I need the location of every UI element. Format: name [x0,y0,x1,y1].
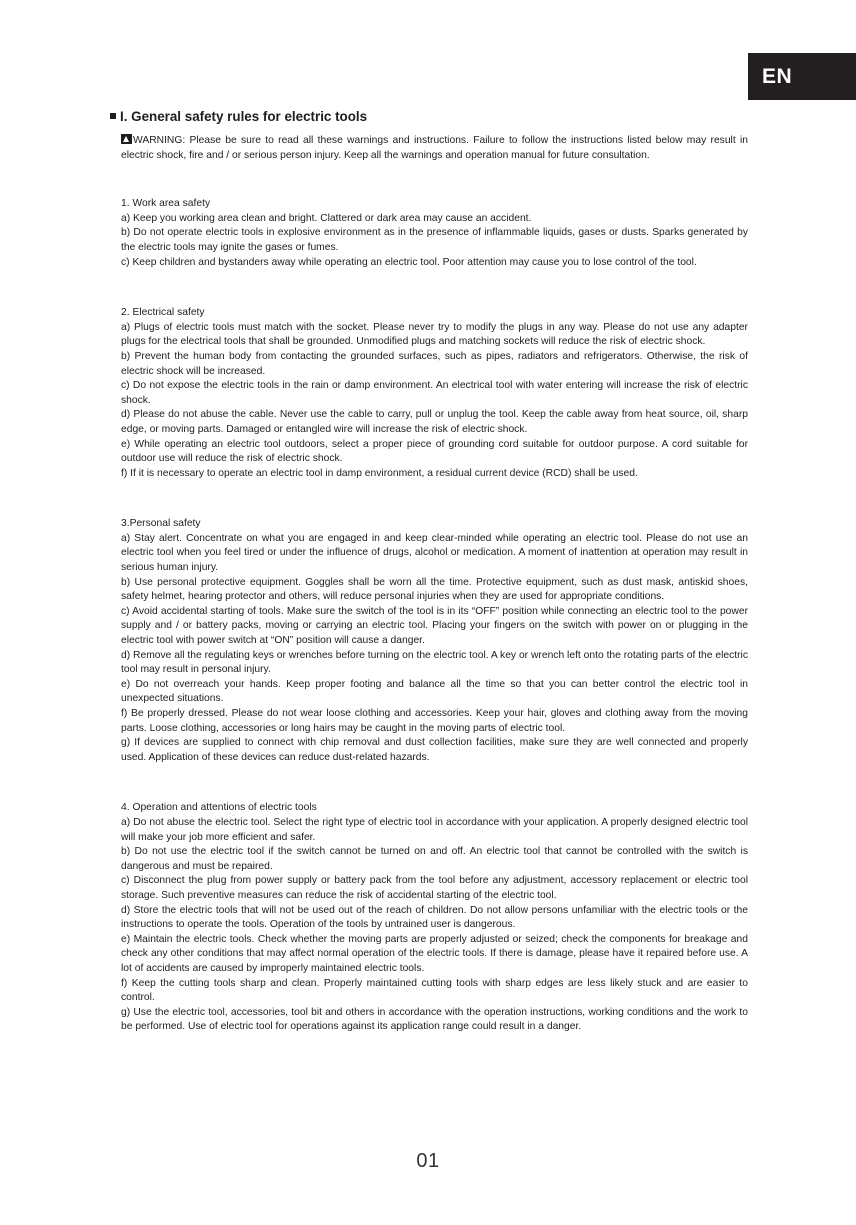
section-personal [121,517,748,765]
list-item: b) Prevent the human body from contacting the grounded surfaces, such as pipes, radiators and refrigerators. Otherwise, the risk of electric shock will be increased. [121,350,748,377]
warning-triangle-icon [121,134,132,144]
list-item: a) Keep you working area clean and bright. Clattered or dark area may cause an accident. [121,212,532,224]
list-item: e) While operating an electric tool outdoors, select a proper piece of grounding cord suitable for outdoor purpose. A cord suitable for outdoor use will reduce the risk of electric shock. [121,438,748,465]
section-title: 2. Electrical safety [121,307,205,319]
list-item: g) Use the electric tool, accessories, tool bit and others in accordance with the operation instructions, working conditions and the work to be performed. Use of electric tool for operations against its application range could result in a danger. [121,1006,748,1033]
list-item: b) Use personal protective equipment. Goggles shall be worn all the time. Protective equipment, such as dust mask, antiskid shoes, safety helmet, hearing protector and others, will reduce personal injuries when they are used for appropriate conditions. [121,576,748,603]
list-item: f) Keep the cutting tools sharp and clean. Properly maintained cutting tools with sharp edges are less likely stuck and are easier to control. [121,977,748,1004]
section-title: 4. Operation and attentions of electric tools [121,802,317,814]
list-item: e) Do not overreach your hands. Keep proper footing and balance all the time so that you can better control the electric tool in unexpected situations. [121,678,748,705]
list-item: b) Do not operate electric tools in explosive environment as in the presence of inflammable liquids, gases or dusts. Sparks generated by the electric tools may ignite the gases or fumes. [121,227,748,253]
list-item: b) Do not use the electric tool if the switch cannot be turned on and off. An electric tool that cannot be controlled with the switch is dangerous and must be repaired. [121,846,748,872]
section-operation [121,801,748,1035]
list-item: d) Store the electric tools that will not be used out of the reach of children. Do not allow persons unfamiliar with the electric tools or the instructions to operate the tools. Operation of the tools by untrained user is dangerous. [121,904,748,931]
list-item: f) If it is necessary to operate an electric tool in damp environment, a residual current device (RCD) shall be used. [121,467,638,479]
list-item: c) Keep children and bystanders away while operating an electric tool. Poor attention may cause you to lose control of the tool. [121,256,697,268]
square-bullet-icon [110,113,116,119]
list-item: d) Please do not abuse the cable. Never use the cable to carry, pull or unplug the tool. Keep the cable away from heat source, oil, sharp edge, or moving parts. Damaged or entangled wire will increase the risk of electric shock. [121,409,748,435]
section-electrical [121,306,748,481]
document-body [121,134,748,1035]
section-work-area [121,197,748,270]
list-item: a) Plugs of electric tools must match with the socket. Please never try to modify the plugs in any way. Please do not use any adapter plugs for the electrical tools that shall be grounded. Unmodified plugs and matching sockets will reduce the risk of electric shock. [121,321,748,348]
section-title: 1. Work area safety [121,198,211,210]
list-item: a) Do not abuse the electric tool. Select the right type of electric tool in accordance with your application. A properly designed electric tool will make your job more efficient and safer. [121,816,748,843]
list-item: a) Stay alert. Concentrate on what you are engaged in and keep clear-minded while operating an electric tool. Please do not use an electric tool when you feel tired or under the influence of drugs, alcohol or medication. A moment of inattention at operation may result in serious human injury. [121,532,748,574]
warning-paragraph [121,134,748,163]
section-heading [110,108,750,126]
list-item: f) Be properly dressed. Please do not wear loose clothing and accessories. Keep your hair, gloves and clothing away from the moving parts. Loose clothing, accessories or long hairs may be caught in the moving parts of electric tool. [121,708,748,734]
language-tab: EN [748,53,856,100]
warning-text: WARNING: Please be sure to read all these warnings and instructions. Failure to follow the instructions listed below may result in electric shock, fire and / or serious person injury. Keep all the warnings and operation manual for future consultation. [121,135,748,161]
section-title: 3.Personal safety [121,518,201,530]
list-item: g) If devices are supplied to connect with chip removal and dust collection facilities, make sure they are well connected and properly used. Application of these devices can reduce dust-related hazards. [121,737,748,763]
list-item: c) Disconnect the plug from power supply or battery pack from the tool before any adjustment, accessory replacement or electric tool storage. Such preventive measures can reduce the risk of accidental starting of the electric tool. [121,875,748,901]
list-item: e) Maintain the electric tools. Check whether the moving parts are properly adjusted or seized; check the components for breakage and check any other conditions that may affect normal operation of the electric tools. If there is damage, please have it repaired before use. A lot of accidents are caused by improperly maintained electric tools. [121,933,748,974]
heading-text: I. General safety rules for electric tools [120,109,368,124]
page-number: 01 [416,1150,440,1172]
list-item: c) Do not expose the electric tools in the rain or damp environment. An electrical tool with water entering will increase the risk of electric shock. [121,380,748,406]
list-item: d) Remove all the regulating keys or wrenches before turning on the electric tool. A key or wrench left onto the rotating parts of the electric tool may result in personal injury. [121,649,748,676]
list-item: c) Avoid accidental starting of tools. Make sure the switch of the tool is in its “OFF” position while connecting an electric tool to the power supply and / or battery packs, moving or carrying an electric tool. Placing your fingers on the switch with power on or plugging in the electric tool with power switch at “ON” position will cause a danger. [121,605,748,647]
